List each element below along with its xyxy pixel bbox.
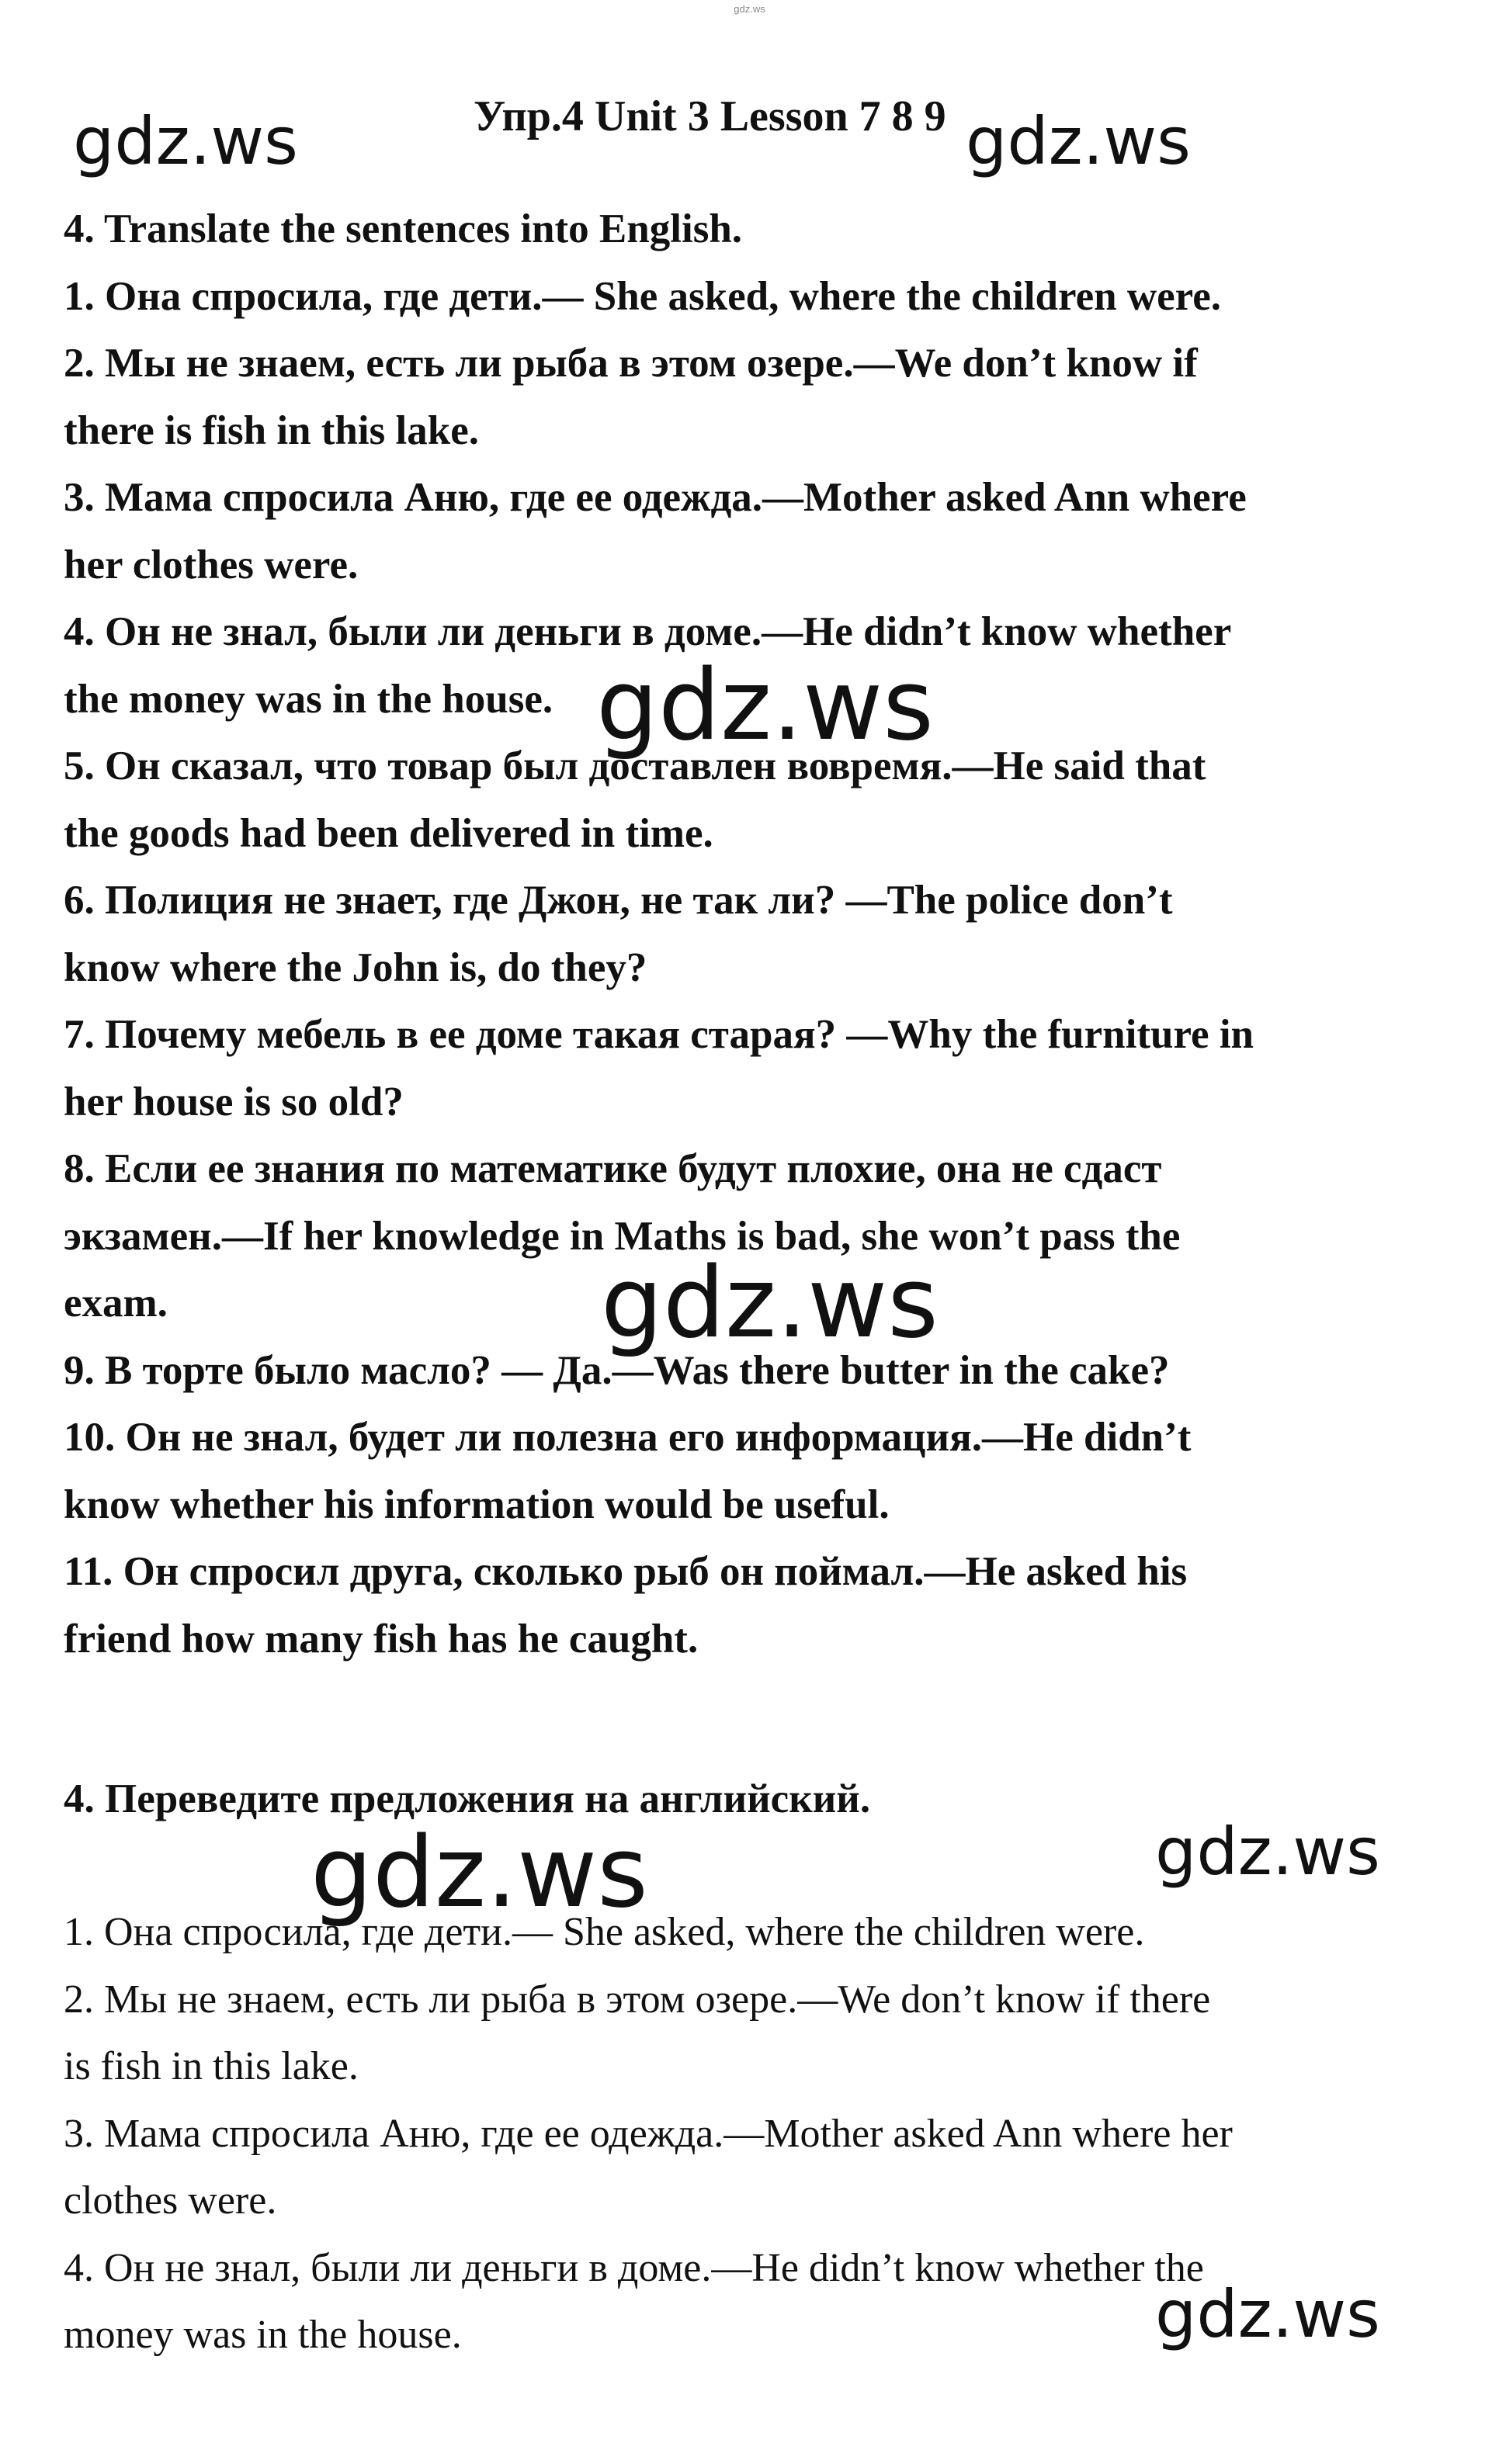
sentence-line: 4. Он не знал, были ли деньги в доме.—He didn’t know whether the — [64, 2245, 1204, 2290]
watermark-logo: gdz.ws — [966, 103, 1191, 179]
watermark-logo: gdz.ws — [1155, 2276, 1380, 2352]
sentence-line: know where the John is, do they? — [64, 944, 647, 990]
sentence-line: money was in the house. — [64, 2313, 462, 2357]
sentence-line: 1. Она спросила, где дети.— She asked, where the children were. — [64, 273, 1221, 319]
section-heading: 4. Переведите предложения на английский. — [64, 1776, 871, 1821]
sentence-line: her house is so old? — [64, 1079, 404, 1125]
bold-translation-section — [64, 196, 1399, 1672]
sentence-line: 2. Мы не знаем, есть ли рыба в этом озере.—We don’t know if — [64, 341, 1198, 386]
sentence-line: 2. Мы не знаем, есть ли рыба в этом озере.—We don’t know if there — [64, 1977, 1211, 2022]
sentence-line: know whether his information would be useful. — [64, 1482, 890, 1527]
sentence-line: is fish in this lake. — [64, 2044, 359, 2088]
second-section-heading-wrap — [64, 1766, 1399, 1833]
watermark-logo: gdz.ws — [601, 1246, 939, 1360]
sentence-line: 3. Мама спросила Аню, где ее одежда.—Mother asked Ann where her — [64, 2111, 1233, 2156]
watermark-logo: gdz.ws — [73, 103, 298, 179]
section-heading: 4. Translate the sentences into English. — [64, 206, 743, 251]
sentence-line: 7. Почему мебель в ее доме такая старая? —Why the furniture in — [64, 1012, 1254, 1057]
sentence-line: 5. Он сказал, что товар был доставлен вовремя.—He said that — [64, 743, 1206, 788]
watermark-logo: gdz.ws — [596, 648, 934, 762]
plain-translation-section — [64, 1899, 1399, 2369]
sentence-line: 11. Он спросил друга, сколько рыб он поймал.—He asked his — [64, 1549, 1188, 1594]
sentence-line: 6. Полиция не знает, где Джон, не так ли? —The police don’t — [64, 878, 1173, 923]
top-site-tag: gdz.ws — [734, 3, 765, 15]
watermark-logo: gdz.ws — [311, 1815, 648, 1929]
sentence-line: exam. — [64, 1281, 168, 1326]
sentence-line: friend how many fish has he caught. — [64, 1616, 699, 1662]
sentence-line: there is fish in this lake. — [64, 407, 479, 453]
sentence-line: the goods had been delivered in time. — [64, 810, 713, 856]
sentence-line: 8. Если ее знания по математике будут плохие, она не сдаст — [64, 1146, 1162, 1191]
sentence-line: the money was in the house. — [64, 676, 553, 722]
page-title: Упр.4 Unit 3 Lesson 7 8 9 — [474, 92, 946, 140]
sentence-line: her clothes were. — [64, 542, 359, 587]
sentence-line: экзамен.—If her knowledge in Maths is bad, she won’t pass the — [64, 1213, 1181, 1259]
sentence-line: clothes were. — [64, 2178, 277, 2223]
watermark-logo: gdz.ws — [1155, 1814, 1380, 1890]
sentence-line: 10. Он не знал, будет ли полезна его информация.—He didn’t — [64, 1415, 1192, 1460]
sentence-line: 3. Мама спросила Аню, где ее одежда.—Mother asked Ann where — [64, 475, 1247, 520]
sentence-line: 4. Он не знал, были ли деньги в доме.—He didn’t know whether — [64, 609, 1232, 654]
sentence-line: 9. В торте было масло? — Да.—Was there butter in the cake? — [64, 1347, 1170, 1393]
sentence-line: 1. Она спросила, где дети.— She asked, where the children were. — [64, 1910, 1145, 1954]
